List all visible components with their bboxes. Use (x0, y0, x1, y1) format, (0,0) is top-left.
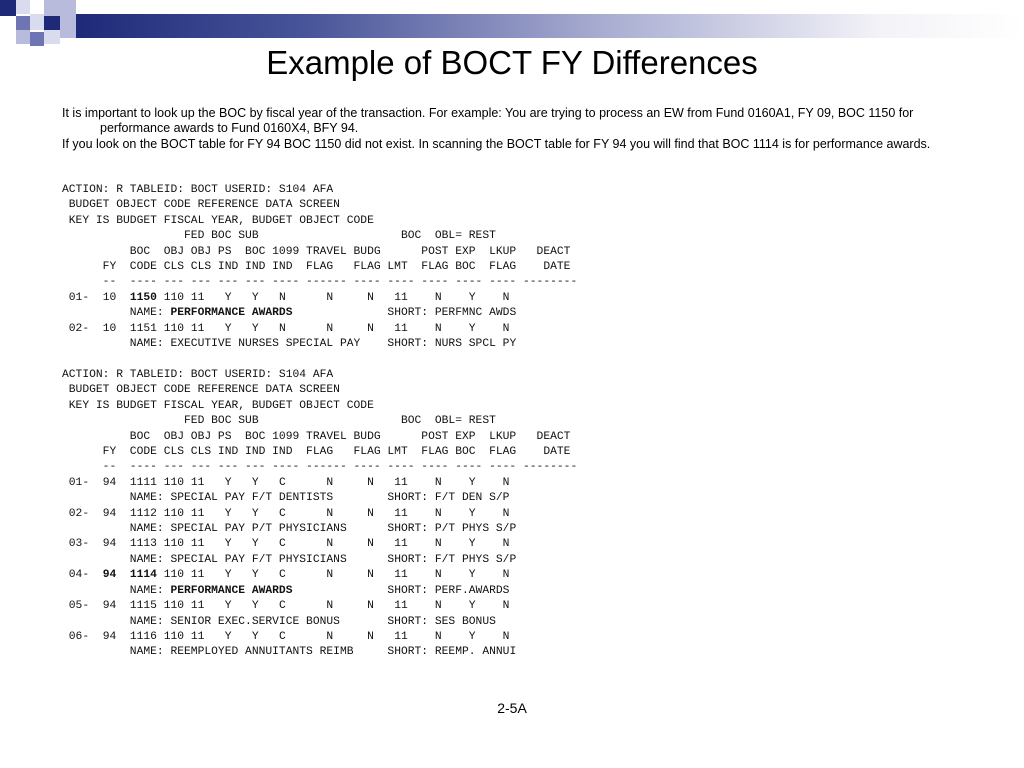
row-flags: 110 11 Y Y C N N 11 N Y N (163, 600, 510, 613)
row-boc-code: 1111 (129, 476, 157, 489)
name-label: NAME: (62, 553, 171, 566)
explanation-paragraph: If you look on the BOCT table for FY 94 BOC 1150 did not exist. In scanning the BOCT table for FY 94 you will find that BOC 1114 is for performance awards. (62, 137, 931, 151)
listing-header-line: BOC OBJ OBJ PS BOC 1099 TRAVEL BUDG POST EXP LKUP DEACT (129, 430, 571, 443)
listing-header-line: KEY IS BUDGET FISCAL YEAR, BUDGET OBJECT CODE (68, 399, 374, 412)
row-number: 02- (62, 507, 103, 520)
row-fiscal-year: 94 (102, 538, 117, 551)
row-fiscal-year: 94 (102, 476, 117, 489)
spacer (116, 538, 130, 550)
row-number: 04- (62, 569, 103, 582)
row-name: SENIOR EXEC.SERVICE BONUS (170, 615, 340, 628)
short-label: SHORT: (346, 553, 435, 566)
spacer (116, 292, 130, 304)
row-flags: 110 11 Y Y N N N 11 N Y N (163, 322, 510, 335)
name-label: NAME: (62, 492, 171, 505)
listing-header-line: FY CODE CLS CLS IND IND IND FLAG FLAG LMT FLAG BOC FLAG DATE (102, 261, 571, 274)
row-number: 02- (62, 322, 103, 335)
spacer (116, 569, 130, 581)
name-label: NAME: (62, 615, 171, 628)
listing-header-line: BUDGET OBJECT CODE REFERENCE DATA SCREEN (68, 384, 340, 397)
name-label: NAME: (62, 584, 171, 597)
row-fiscal-year: 94 (102, 507, 117, 520)
listing-header-line: FY CODE CLS CLS IND IND IND FLAG FLAG LMT FLAG BOC FLAG DATE (102, 446, 571, 459)
row-fiscal-year: 10 (102, 322, 117, 335)
row-short-name: SES BONUS (434, 615, 496, 628)
boct-listing-fy94 (62, 368, 577, 661)
short-label: SHORT: (339, 615, 435, 628)
row-short-name: REEMP. ANNUI (434, 646, 517, 659)
row-number: 01- (62, 291, 103, 304)
listing-header-line: FED BOC SUB BOC OBL= REST (184, 415, 496, 428)
spacer (116, 631, 130, 643)
row-number: 06- (62, 630, 103, 643)
row-number: 05- (62, 600, 103, 613)
row-number: 01- (62, 476, 103, 489)
short-label: SHORT: (353, 646, 435, 659)
row-boc-code: 1112 (129, 507, 157, 520)
listing-header-line: FED BOC SUB BOC OBL= REST (184, 230, 496, 243)
row-number: 03- (62, 538, 103, 551)
row-short-name: F/T PHYS S/P (434, 553, 517, 566)
short-label: SHORT: (292, 584, 435, 597)
page-number: 2-5A (497, 700, 527, 716)
row-name: REEMPLOYED ANNUITANTS REIMB (170, 646, 354, 659)
row-name: SPECIAL PAY F/T PHYSICIANS (170, 553, 347, 566)
listing-header-line: ACTION: R TABLEID: BOCT USERID: S104 AFA (62, 184, 334, 196)
row-fiscal-year: 94 (102, 569, 117, 582)
name-label: NAME: (62, 646, 171, 659)
listing-header-line: BUDGET OBJECT CODE REFERENCE DATA SCREEN (68, 199, 340, 212)
short-label: SHORT: (333, 492, 435, 505)
boct-listing-fy10 (62, 183, 577, 352)
row-boc-code: 1113 (129, 538, 157, 551)
slide-title: Example of BOCT FY Differences (266, 44, 758, 81)
listing-header-line: -- ---- --- --- --- --- ---- ------ ---- ---- ---- ---- ---- -------- (102, 276, 578, 289)
name-label: NAME: (62, 307, 171, 320)
listing-header-line: BOC OBJ OBJ PS BOC 1099 TRAVEL BUDG POST EXP LKUP DEACT (129, 245, 571, 258)
row-name: PERFORMANCE AWARDS (170, 307, 293, 320)
spacer (116, 508, 130, 520)
spacer (116, 600, 130, 612)
row-short-name: P/T PHYS S/P (434, 523, 517, 536)
row-flags: 110 11 Y Y C N N 11 N Y N (163, 630, 510, 643)
name-label: NAME: (62, 523, 171, 536)
short-label: SHORT: (346, 523, 435, 536)
row-flags: 110 11 Y Y C N N 11 N Y N (163, 476, 510, 489)
row-fiscal-year: 94 (102, 630, 117, 643)
row-name: PERFORMANCE AWARDS (170, 584, 293, 597)
row-boc-code: 1151 (129, 322, 157, 335)
row-boc-code: 1116 (129, 630, 157, 643)
row-short-name: PERF.AWARDS (434, 584, 510, 597)
row-boc-code: 1150 (129, 291, 157, 304)
row-flags: 110 11 Y Y C N N 11 N Y N (163, 538, 510, 551)
row-short-name: PERFMNC AWDS (434, 307, 517, 320)
listing-header-line: KEY IS BUDGET FISCAL YEAR, BUDGET OBJECT CODE (68, 214, 374, 227)
row-flags: 110 11 Y Y C N N 11 N Y N (163, 507, 510, 520)
short-label: SHORT: (360, 338, 435, 351)
intro-paragraph: It is important to look up the BOC by fiscal year of the transaction. For example: You are trying to process an EW from Fund 0160A1, FY 09, BOC 1150 for performance awards to Fund 0160X4, BFY 94. (62, 106, 914, 135)
short-label: SHORT: (292, 307, 435, 320)
row-name: SPECIAL PAY F/T DENTISTS (170, 492, 334, 505)
spacer (116, 323, 130, 335)
row-fiscal-year: 94 (102, 600, 117, 613)
row-flags: 110 11 Y Y N N N 11 N Y N (163, 291, 510, 304)
row-name: SPECIAL PAY P/T PHYSICIANS (170, 523, 347, 536)
decor-band (76, 14, 1024, 38)
row-name: EXECUTIVE NURSES SPECIAL PAY (170, 338, 361, 351)
row-boc-code: 1114 (129, 569, 157, 582)
listing-header-line: ACTION: R TABLEID: BOCT USERID: S104 AFA (62, 369, 334, 381)
row-short-name: NURS SPCL PY (434, 338, 517, 351)
listing-header-line: -- ---- --- --- --- --- ---- ------ ---- ---- ---- ---- ---- -------- (102, 461, 578, 474)
row-fiscal-year: 10 (102, 291, 117, 304)
row-boc-code: 1115 (129, 600, 157, 613)
spacer (116, 477, 130, 489)
name-label: NAME: (62, 338, 171, 351)
row-flags: 110 11 Y Y C N N 11 N Y N (163, 569, 510, 582)
row-short-name: F/T DEN S/P (434, 492, 510, 505)
